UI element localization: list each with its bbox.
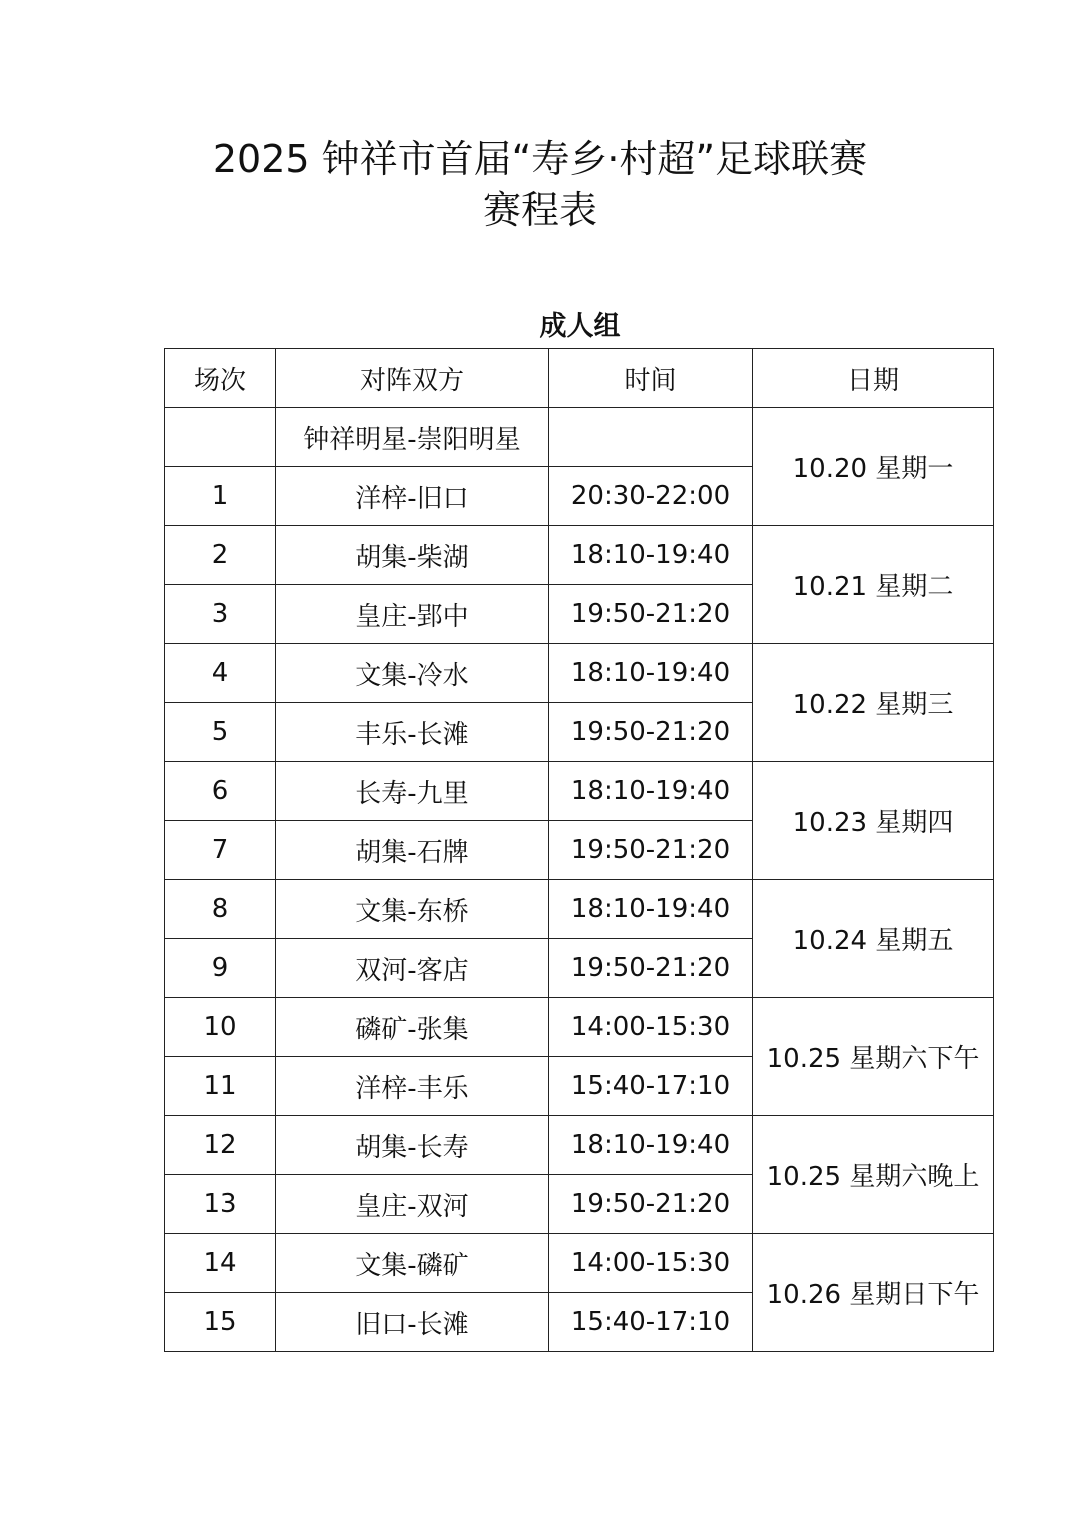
match-date-cell: 10.20 星期一 — [753, 408, 994, 526]
match-number-cell: 15 — [165, 1293, 276, 1352]
match-time-cell: 15:40-17:10 — [549, 1293, 753, 1352]
match-number-cell: 12 — [165, 1116, 276, 1175]
match-teams-cell: 磷矿-张集 — [276, 998, 549, 1057]
match-teams-cell: 钟祥明星-崇阳明星 — [276, 408, 549, 467]
match-time-cell: 19:50-21:20 — [549, 939, 753, 998]
match-time-cell: 14:00-15:30 — [549, 998, 753, 1057]
table-row — [165, 526, 994, 585]
match-teams-cell: 皇庄-郢中 — [276, 585, 549, 644]
match-time-cell: 19:50-21:20 — [549, 1175, 753, 1234]
table-row — [165, 408, 994, 467]
match-teams-cell: 胡集-长寿 — [276, 1116, 549, 1175]
match-number-cell: 2 — [165, 526, 276, 585]
header-time: 时间 — [549, 349, 753, 408]
match-number-cell: 7 — [165, 821, 276, 880]
match-teams-cell: 旧口-长滩 — [276, 1293, 549, 1352]
match-time-cell: 19:50-21:20 — [549, 703, 753, 762]
match-time-cell: 14:00-15:30 — [549, 1234, 753, 1293]
match-teams-cell: 文集-冷水 — [276, 644, 549, 703]
match-time-cell: 18:10-19:40 — [549, 1116, 753, 1175]
match-time-cell: 20:30-22:00 — [549, 467, 753, 526]
match-number-cell: 8 — [165, 880, 276, 939]
match-number-cell: 11 — [165, 1057, 276, 1116]
table-row — [165, 998, 994, 1057]
match-teams-cell: 文集-东桥 — [276, 880, 549, 939]
match-number-cell: 1 — [165, 467, 276, 526]
section-title: 成人组 — [539, 311, 621, 342]
match-time-cell: 18:10-19:40 — [549, 880, 753, 939]
match-number-cell: 3 — [165, 585, 276, 644]
match-number-cell: 9 — [165, 939, 276, 998]
header-date: 日期 — [753, 349, 994, 408]
match-time-cell: 15:40-17:10 — [549, 1057, 753, 1116]
match-time-cell: 19:50-21:20 — [549, 821, 753, 880]
match-number-cell: 6 — [165, 762, 276, 821]
match-date-cell: 10.23 星期四 — [753, 762, 994, 880]
match-time-cell: 18:10-19:40 — [549, 526, 753, 585]
match-teams-cell: 文集-磷矿 — [276, 1234, 549, 1293]
match-time-cell: 18:10-19:40 — [549, 762, 753, 821]
match-time-cell — [549, 408, 753, 467]
match-number-cell: 10 — [165, 998, 276, 1057]
table-row — [165, 880, 994, 939]
match-date-cell: 10.25 星期六晚上 — [753, 1116, 994, 1234]
document-subtitle: 赛程表 — [482, 188, 597, 232]
match-teams-cell: 皇庄-双河 — [276, 1175, 549, 1234]
schedule-table-body — [165, 408, 994, 1352]
match-time-cell: 18:10-19:40 — [549, 644, 753, 703]
match-time-cell: 19:50-21:20 — [549, 585, 753, 644]
match-number-cell: 14 — [165, 1234, 276, 1293]
match-number-cell: 5 — [165, 703, 276, 762]
match-teams-cell: 洋梓-旧口 — [276, 467, 549, 526]
match-teams-cell: 丰乐-长滩 — [276, 703, 549, 762]
match-date-cell: 10.21 星期二 — [753, 526, 994, 644]
match-date-cell: 10.24 星期五 — [753, 880, 994, 998]
match-teams-cell: 胡集-石牌 — [276, 821, 549, 880]
match-date-cell: 10.26 星期日下午 — [753, 1234, 994, 1352]
match-number-cell — [165, 408, 276, 467]
match-teams-cell: 胡集-柴湖 — [276, 526, 549, 585]
document-title: 2025 钟祥市首届“寿乡·村超”足球联赛 — [212, 137, 868, 181]
table-row — [165, 762, 994, 821]
match-number-cell: 4 — [165, 644, 276, 703]
match-teams-cell: 长寿-九里 — [276, 762, 549, 821]
match-teams-cell: 双河-客店 — [276, 939, 549, 998]
header-row — [165, 349, 994, 408]
schedule-table-header — [165, 349, 994, 408]
table-row — [165, 644, 994, 703]
match-date-cell: 10.22 星期三 — [753, 644, 994, 762]
match-teams-cell: 洋梓-丰乐 — [276, 1057, 549, 1116]
table-row — [165, 1234, 994, 1293]
header-match-number: 场次 — [165, 349, 276, 408]
header-teams: 对阵双方 — [276, 349, 549, 408]
match-number-cell: 13 — [165, 1175, 276, 1234]
table-row — [165, 1116, 994, 1175]
match-date-cell: 10.25 星期六下午 — [753, 998, 994, 1116]
schedule-table — [164, 348, 994, 1352]
